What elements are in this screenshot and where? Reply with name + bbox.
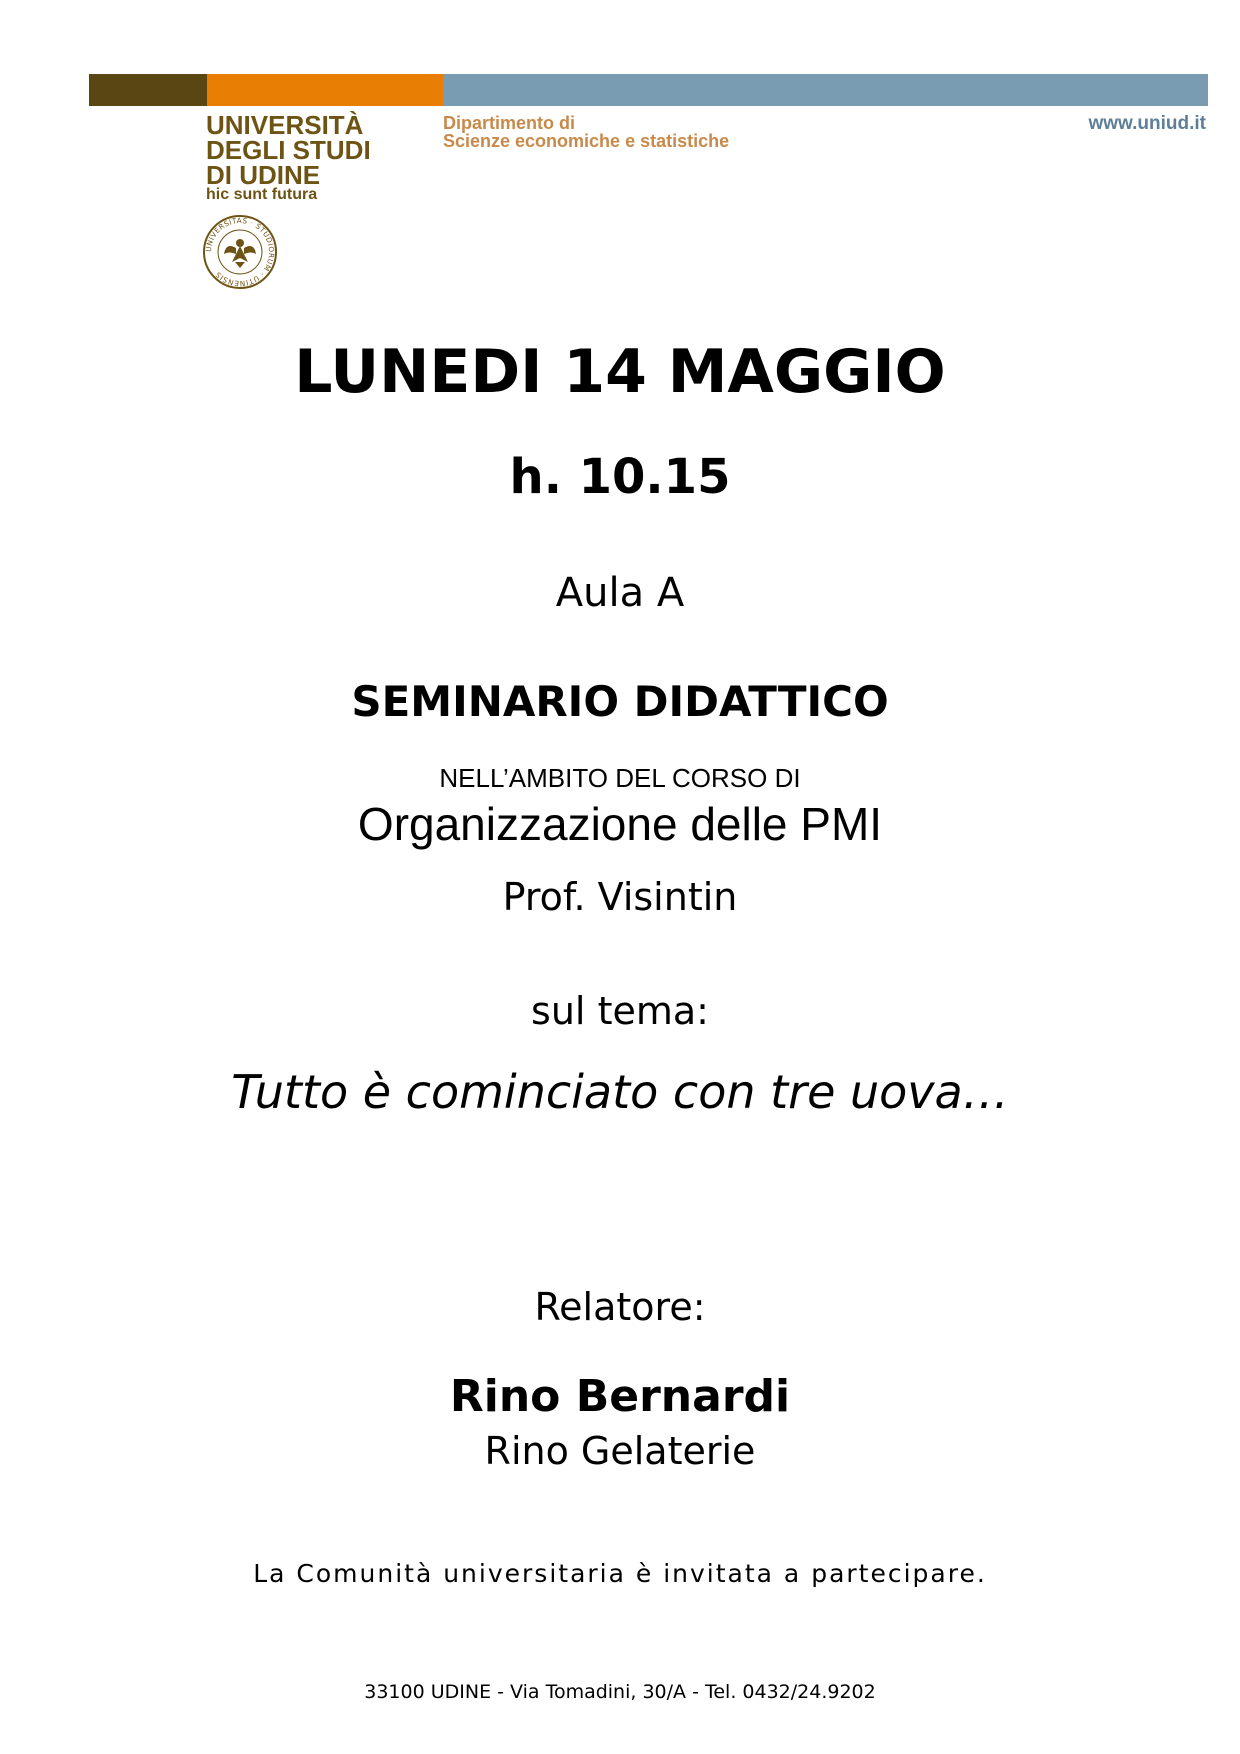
course-intro: NELL’AMBITO DEL CORSO DI — [439, 763, 801, 793]
footer-address: 33100 UDINE - Via Tomadini, 30/A - Tel. 0432/24.9202 — [364, 1681, 876, 1703]
department-name-line: Dipartimento di — [443, 113, 576, 133]
speaker-label: Relatore: — [534, 1285, 706, 1329]
university-seal-icon — [202, 214, 278, 290]
seminar-theme: Tutto è cominciato con tre uova… — [231, 1065, 1009, 1119]
header-band-brown — [89, 74, 207, 106]
website-link[interactable]: www.uniud.it — [1088, 113, 1206, 134]
header-band-blue — [443, 74, 1208, 106]
seal-text: UNIVERSITAS · STUDIORUM · UTINENSIS — [203, 215, 277, 289]
university-motto: hic sunt futura — [206, 186, 318, 203]
university-name-line: DI UDINE — [206, 160, 321, 190]
invitation-text: La Comunità universitaria è invitata a partecipare. — [253, 1559, 987, 1588]
department-name — [443, 114, 729, 150]
header-band-orange — [207, 74, 443, 106]
event-date: LUNEDI 14 MAGGIO — [294, 337, 946, 407]
speaker-company: Rino Gelaterie — [484, 1429, 756, 1473]
seminar-title: SEMINARIO DIDATTICO — [351, 677, 889, 726]
professor-name: Prof. Visintin — [502, 875, 738, 919]
university-name — [206, 110, 371, 190]
university-name-line: UNIVERSITÀ — [206, 110, 364, 140]
theme-label: sul tema: — [531, 989, 709, 1033]
event-room: Aula A — [555, 570, 685, 616]
course-name: Organizzazione delle PMI — [357, 798, 883, 850]
university-name-line: DEGLI STUDI — [206, 135, 371, 165]
department-name-line: Scienze economiche e statistiche — [443, 131, 730, 151]
speaker-name: Rino Bernardi — [449, 1371, 791, 1422]
event-time: h. 10.15 — [509, 449, 731, 505]
